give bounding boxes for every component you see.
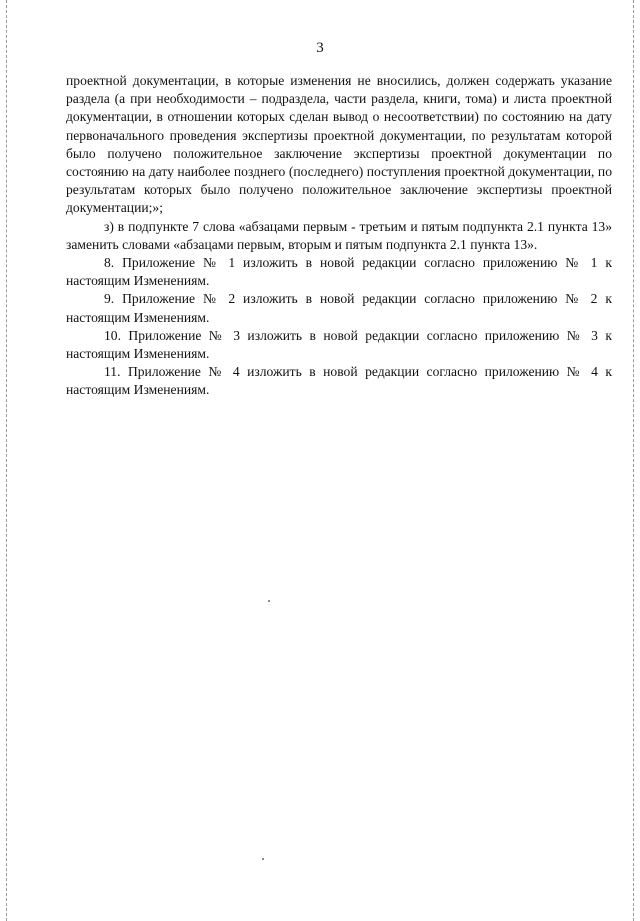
- paragraph-item-11: 11. Приложение № 4 изложить в новой редакции согласно приложению № 4 к настоящим Изменениям.: [66, 364, 612, 398]
- scan-speck: [262, 858, 264, 860]
- page-number: 3: [316, 40, 324, 56]
- document-body: [66, 72, 612, 400]
- paragraph-item-10: 10. Приложение № 3 изложить в новой редакции согласно приложению № 3 к настоящим Изменениям.: [66, 327, 612, 362]
- paragraph-subitem-z: з) в подпункте 7 слова «абзацами первым - третьим и пятым подпункта 2.1 пункта 13» заменить словами «абзацами первым, вторым и пятым подпункта 2.1 пункта 13».: [66, 218, 612, 252]
- scan-speck: [268, 600, 270, 602]
- scan-edge-right: [633, 0, 634, 921]
- paragraph-continuation: проектной документации, в которые изменения не вносились, должен содержать указание раздела (а при необходимости – подраздела, части раздела, книги, тома) и листа проектной документации, в отношении которых сделан вывод о несоответствии) по состоянию на дату первоначального проведения экспертизы проектной документации, по результатам которой было получено положительное заключение экспертизы проектной документации по состоянию на дату наиболее позднего (последнего) поступления проектной документации, по результатам которых было получено положительное заключение экспертизы проектной документации;»;: [66, 73, 612, 216]
- paragraph-item-8: 8. Приложение № 1 изложить в новой редакции согласно приложению № 1 к настоящим Изменениям.: [66, 255, 612, 289]
- paragraph-item-9: 9. Приложение № 2 изложить в новой редакции согласно приложению № 2 к настоящим Изменениям.: [66, 291, 612, 325]
- scan-edge-left: [6, 0, 7, 921]
